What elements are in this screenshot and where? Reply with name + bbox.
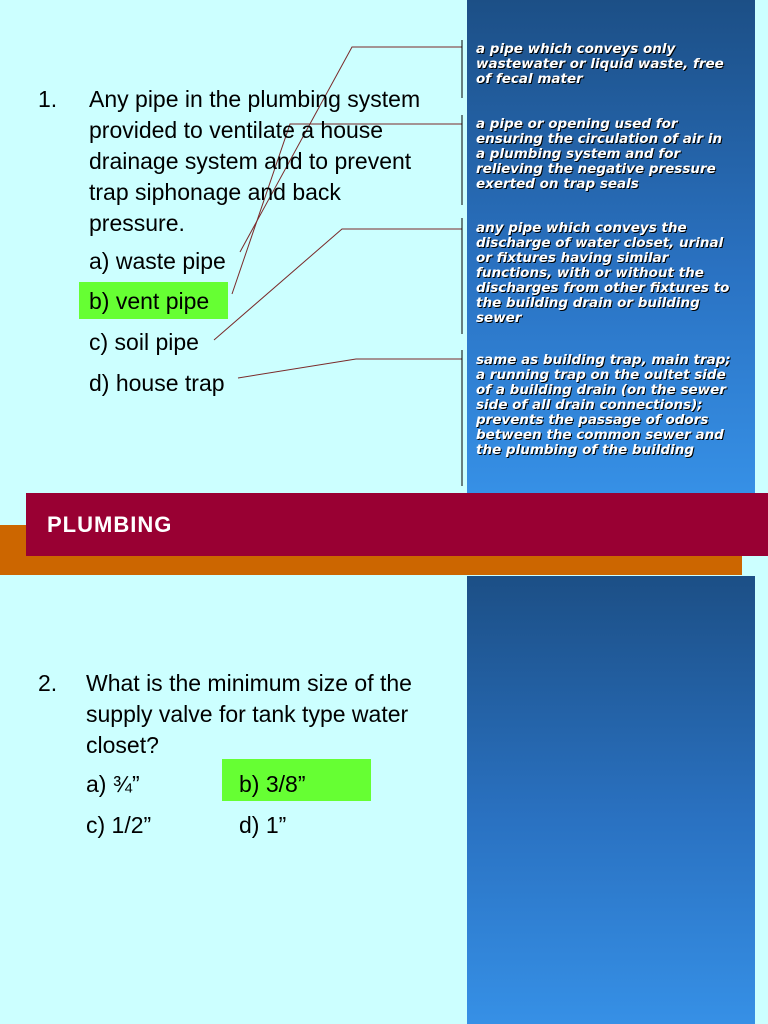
question-line: What is the minimum size of the bbox=[86, 670, 412, 696]
definition-line: of a building drain (on the sewer bbox=[476, 382, 726, 398]
definition-line: a running trap on the oultet side bbox=[476, 367, 726, 383]
question-line: provided to ventilate a house bbox=[89, 117, 384, 143]
definition-house-trap bbox=[476, 353, 748, 458]
definition-line: discharge of water closet, urinal bbox=[476, 235, 724, 251]
definition-line: or fixtures having similar bbox=[476, 250, 669, 266]
slide-2 bbox=[0, 512, 768, 1024]
connector-trap bbox=[238, 359, 462, 378]
definition-line: a pipe which conveys only bbox=[476, 41, 676, 57]
option-d[interactable]: d) 1” bbox=[239, 812, 287, 838]
definition-line: a pipe or opening used for bbox=[476, 116, 678, 132]
definition-line: same as building trap, main trap; bbox=[476, 352, 731, 368]
option-a[interactable]: a) waste pipe bbox=[89, 248, 226, 274]
option-d[interactable]: d) house trap bbox=[89, 370, 225, 396]
question-number: 2. bbox=[38, 670, 58, 696]
definition-line: any pipe which conveys the bbox=[476, 220, 687, 236]
definition-line: of fecal mater bbox=[476, 71, 583, 87]
option-c[interactable]: c) soil pipe bbox=[89, 329, 199, 355]
banner-title: PLUMBING bbox=[47, 511, 173, 537]
connector-soil bbox=[214, 229, 462, 340]
option-b[interactable]: b) 3/8” bbox=[239, 771, 306, 797]
question-line: supply valve for tank type water bbox=[86, 701, 409, 727]
option-b[interactable]: b) vent pipe bbox=[89, 288, 210, 314]
definition-line: sewer bbox=[476, 310, 522, 326]
question-number: 1. bbox=[38, 86, 58, 112]
definition-line: functions, with or without the bbox=[476, 265, 704, 281]
definition-vent-pipe bbox=[476, 117, 748, 192]
title-banner bbox=[26, 493, 768, 556]
definition-line: ensuring the circulation of air in bbox=[476, 131, 723, 147]
definition-line: side of all drain connections); bbox=[476, 397, 703, 413]
definition-line: relieving the negative pressure bbox=[476, 161, 716, 177]
definition-line: prevents the passage of odors bbox=[476, 412, 709, 428]
definition-line: exerted on trap seals bbox=[476, 176, 639, 192]
question-line: Any pipe in the plumbing system bbox=[89, 86, 421, 112]
definition-line: wastewater or liquid waste, free bbox=[476, 56, 724, 72]
decorative-panel bbox=[467, 576, 755, 1024]
definition-waste-pipe bbox=[476, 42, 748, 87]
definition-line: discharges from other fixtures to bbox=[476, 280, 730, 296]
question-line: drainage system and to prevent bbox=[89, 148, 412, 174]
definition-line: the plumbing of the building bbox=[476, 442, 695, 458]
question-line: closet? bbox=[86, 732, 159, 758]
option-c[interactable]: c) 1/2” bbox=[86, 812, 152, 838]
definition-soil-pipe bbox=[476, 221, 748, 326]
definition-line: the building drain or building bbox=[476, 295, 700, 311]
definition-line: a plumbing system and for bbox=[476, 146, 681, 162]
question-line: trap siphonage and back bbox=[89, 179, 341, 205]
option-a[interactable]: a) ¾” bbox=[86, 771, 140, 797]
question-line: pressure. bbox=[89, 210, 185, 236]
definition-line: between the common sewer and bbox=[476, 427, 724, 443]
